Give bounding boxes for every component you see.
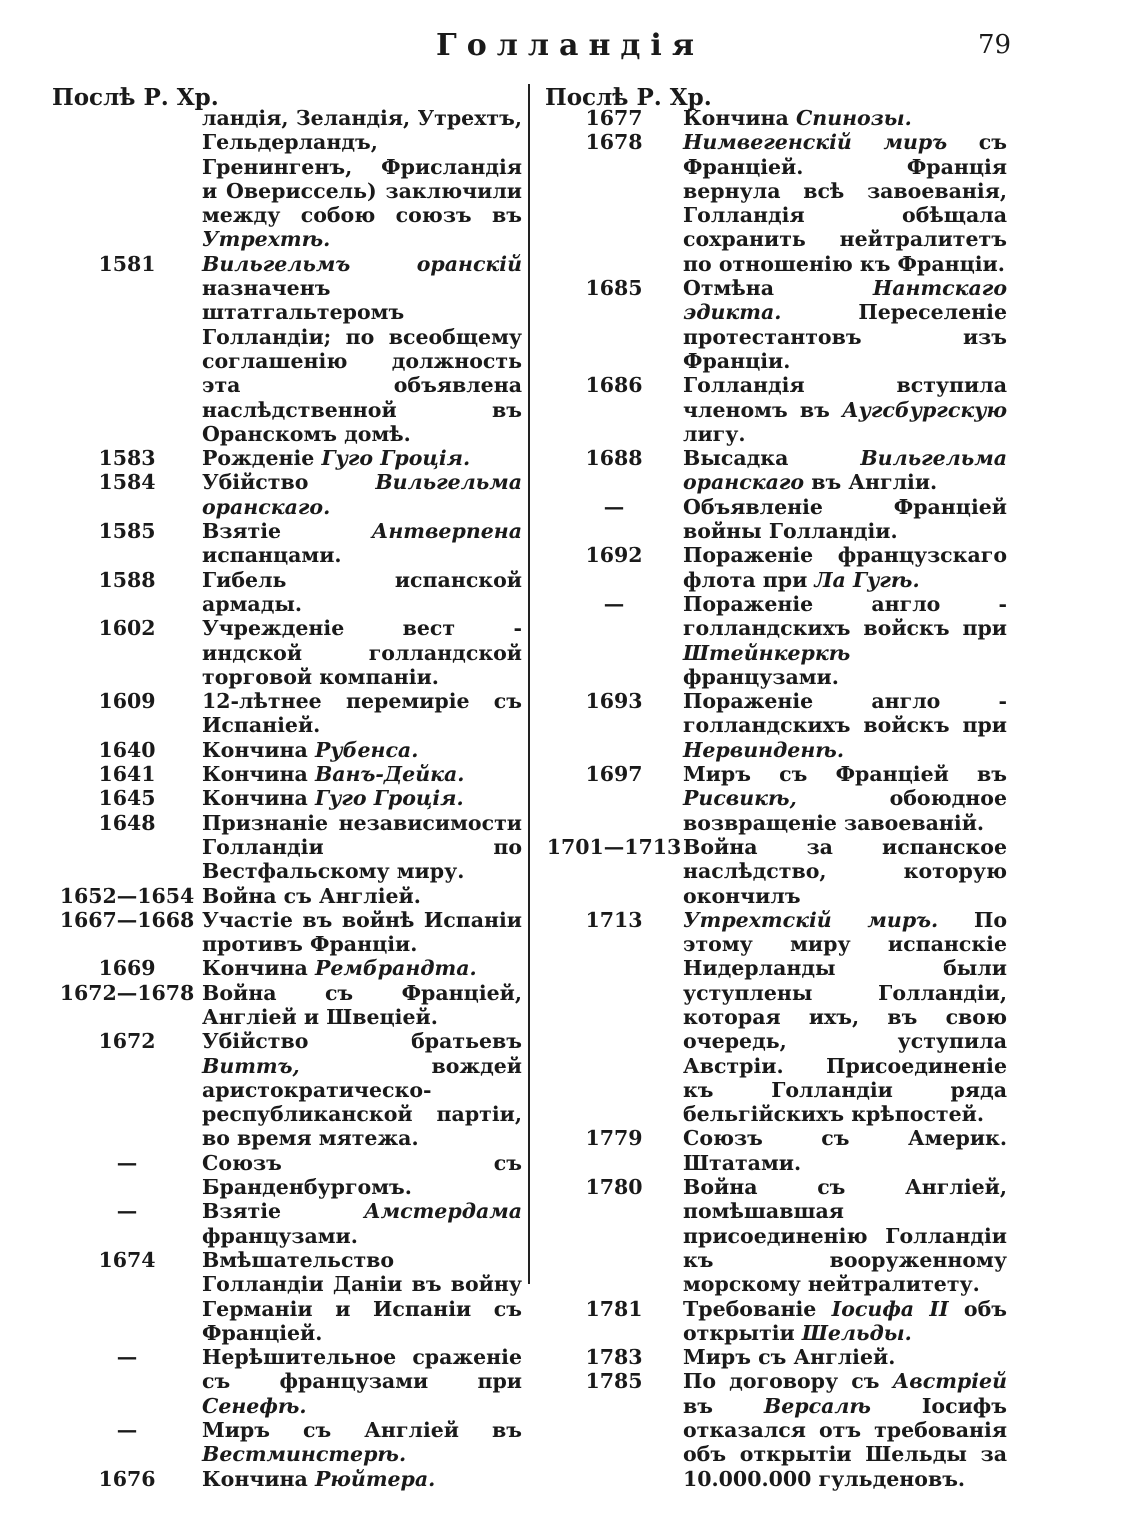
chronology-entry [52, 689, 522, 738]
entry-text [202, 1151, 522, 1200]
chronology-entry [52, 1418, 522, 1467]
entry-text-segment: лигу. [683, 421, 746, 446]
entry-text-segment: Кончина [683, 106, 796, 130]
entry-text [683, 1175, 1007, 1296]
entry-text [202, 616, 522, 689]
entry-text-italic: Виттъ, [202, 1053, 300, 1078]
entry-text [202, 106, 522, 252]
entry-text [683, 1297, 1007, 1346]
entry-text-segment: Іосифъ отказался отъ требованія объ открытіи Шельды за 10.000.000 гульденовъ. [683, 1393, 1007, 1491]
entry-text [202, 811, 522, 884]
chronology-entry [52, 811, 522, 884]
chronology-entry [52, 786, 522, 810]
entry-year: 1780 [585, 1175, 643, 1200]
entry-text-italic: Ванъ-Дейка. [314, 762, 465, 787]
entry-year: 1677 [585, 106, 643, 130]
entry-text-italic: Іосифа II [831, 1296, 949, 1321]
chronology-entry [52, 1151, 522, 1200]
chronology-entry [545, 689, 1007, 762]
entry-text [683, 592, 1007, 689]
chronology-entry [545, 1369, 1007, 1490]
entry-text-segment: объ открытіи [683, 1296, 1007, 1345]
entry-text-segment: По договору съ [683, 1369, 893, 1394]
entry-text-segment: По этому миру испанскіе Нидерланды были уступлены Голландіи, которая ихъ, въ свою очередь, уступила Австріи. Присоединеніе къ Голландіи ряда бельгійскихъ крѣпостей. [683, 907, 1007, 1127]
entry-text-segment: Миръ съ Англіей въ [202, 1418, 522, 1443]
entry-text [202, 1467, 522, 1491]
chronology-entry [52, 1248, 522, 1345]
entry-year: — [603, 494, 625, 519]
entry-year: 1693 [585, 689, 643, 714]
entry-text-italic: Рюйтера. [314, 1466, 436, 1491]
entry-year: 1686 [585, 373, 643, 398]
entry-text [202, 568, 522, 617]
entry-text-segment: Война съ Англіей. [202, 883, 421, 908]
entry-text-italic: Рубенса. [314, 737, 419, 762]
right-column-heading: Послѣ Р. Хр. [545, 84, 712, 111]
left-column-heading: Послѣ Р. Хр. [52, 84, 219, 111]
entry-year: 1645 [98, 786, 156, 811]
entry-text-italic: Штейнкеркѣ [683, 640, 851, 665]
entry-text-segment: Высадка [683, 446, 861, 471]
entry-text-italic: Утрехтѣ. [202, 227, 331, 252]
entry-text-segment: Взятіе [202, 519, 372, 544]
page-title: Голландія [436, 28, 704, 63]
entry-year: 1648 [98, 810, 156, 835]
chronology-entry [545, 1175, 1007, 1296]
entry-text-segment: Миръ съ Франціей въ [683, 762, 1007, 787]
entry-text-segment: назначенъ штатгальтеромъ Голландіи; по всеобщему соглашенію должность эта объявлена наслѣдственной въ Оранскомъ домѣ. [202, 276, 522, 446]
entry-year: 1688 [585, 446, 643, 471]
page-number: 79 [978, 30, 1012, 60]
entry-text-segment: Война съ Англіей, помѣшавшая присоединенію Голландіи къ вооруженному морскому нейтралитету. [683, 1175, 1007, 1297]
entry-text-italic: Вестминстерѣ. [202, 1442, 407, 1467]
chronology-entry [52, 884, 522, 908]
entry-text-italic: Нимвегенскій миръ [683, 130, 948, 155]
chronology-entry [545, 106, 1007, 130]
entry-text [202, 519, 522, 568]
entry-text [202, 762, 522, 786]
entry-year: 1584 [98, 470, 156, 495]
entry-text-segment: Переселеніе протестантовъ изъ Франціи. [683, 300, 1007, 373]
entry-text [202, 446, 522, 470]
entry-text-segment: Участіе въ войнѣ Испаніи противъ Франціи. [202, 907, 522, 957]
chronology-entry [52, 1345, 522, 1418]
column-divider [528, 84, 530, 1284]
entry-text-italic: Сенефѣ. [202, 1393, 307, 1418]
entry-text-segment: Убійство братьевъ [202, 1029, 522, 1054]
entry-text [202, 738, 522, 762]
entry-text [683, 1345, 1007, 1369]
entry-text-segment: Взятіе [202, 1199, 364, 1224]
entry-text-italic: Утрехтскій миръ. [683, 907, 939, 932]
entry-year [52, 106, 202, 252]
entry-year: 1672 [98, 1029, 156, 1054]
chronology-entry [52, 519, 522, 568]
entry-text-italic: Гуго Гроція. [321, 446, 471, 471]
entry-text-segment: Кончина [202, 786, 315, 811]
chronology-entry [52, 908, 522, 957]
chronology-entry [545, 762, 1007, 835]
entry-text-segment: испанцами. [202, 543, 342, 568]
chronology-entry [52, 1467, 522, 1491]
entry-text [202, 1029, 522, 1150]
entry-text-italic: Спинозы. [795, 106, 912, 130]
entry-text-segment: обоюдное возвращеніе завоеваній. [683, 786, 1007, 835]
chronology-entry [545, 276, 1007, 373]
entry-year: 1583 [98, 446, 156, 471]
entry-text [202, 956, 522, 980]
entry-year: 1588 [98, 567, 156, 592]
entry-text-segment: Кончина [202, 737, 315, 762]
entry-text-segment: Война за испанское наслѣдство, которую окончилъ [683, 834, 1007, 908]
entry-text-segment: французами. [683, 664, 839, 689]
entry-text-segment: Кончина [202, 956, 315, 981]
entry-year: 1667—1668 [59, 907, 195, 932]
entry-year: — [116, 1345, 138, 1370]
entry-text-italic: Вильгельмъ оранскій [202, 251, 522, 276]
entry-text [683, 276, 1007, 373]
chronology-entry [52, 1029, 522, 1150]
entry-year: 1674 [98, 1247, 156, 1272]
entry-text [683, 446, 1007, 495]
entry-text-segment: вождей аристократическо-республиканской партіи, во время мятежа. [202, 1053, 522, 1151]
entry-text-italic: Вильгельма оранскаго. [202, 470, 522, 519]
entry-year: 1678 [585, 130, 643, 155]
entry-text-italic: Гуго Гроція. [314, 786, 464, 811]
entry-year: 1692 [585, 543, 643, 568]
entry-text-segment: Пораженіе англо - голландскихъ войскъ при [683, 689, 1007, 738]
chronology-entry [545, 1126, 1007, 1175]
entry-text-italic: Шельды. [801, 1320, 912, 1345]
entry-text [683, 835, 1007, 908]
chronology-entry [545, 373, 1007, 446]
chronology-entry [545, 446, 1007, 495]
entry-text-segment: съ Франціей. Франція вернула всѣ завоеванія, Голландія обѣщала сохранить нейтралитетъ по отношенію къ Франціи. [683, 130, 1007, 276]
entry-year: 1669 [98, 956, 156, 981]
chronology-entry [52, 738, 522, 762]
right-column [545, 106, 1007, 1491]
entry-text-italic: Аугсбургскую [841, 397, 1007, 422]
entry-text-italic: Австріей [892, 1369, 1007, 1394]
entry-text-segment: Объявленіе Франціей войны Голландіи. [683, 494, 1007, 544]
entry-text [202, 470, 522, 519]
entry-year: 1676 [98, 1466, 156, 1491]
chronology-entry [545, 130, 1007, 276]
entry-text-segment: Союзъ съ Бранденбургомъ. [202, 1150, 522, 1200]
chronology-entry [52, 956, 522, 980]
chronology-entry [52, 106, 522, 252]
entry-year: 1713 [585, 907, 643, 932]
entry-text-segment: въ Англіи. [804, 470, 938, 495]
chronology-entry [52, 470, 522, 519]
entry-year: — [116, 1418, 138, 1443]
entry-text-segment: Нерѣшительное сраженіе съ французами при [202, 1345, 522, 1394]
left-column [52, 106, 522, 1491]
entry-text [683, 106, 1007, 130]
entry-year: 1581 [98, 251, 156, 276]
entry-text-segment: Вмѣшательство Голландіи Даніи въ войну Германіи и Испаніи съ Франціей. [202, 1247, 522, 1345]
entry-text-segment: Гибель испанской армады. [202, 567, 522, 616]
entry-text-italic: Рембрандта. [314, 956, 477, 981]
entry-text [683, 373, 1007, 446]
entry-year: 1609 [98, 689, 156, 714]
entry-text [202, 1345, 522, 1418]
entry-text-italic: Ла Гугѣ. [814, 567, 920, 592]
entry-text-italic: Рисвикѣ, [683, 786, 797, 811]
entry-year: 1701—1713 [546, 834, 682, 859]
entry-year: 1641 [98, 762, 156, 787]
entry-text-italic: Версалѣ [763, 1393, 871, 1418]
entry-text [683, 762, 1007, 835]
entry-text-italic: Нантскаго эдикта. [683, 276, 1007, 325]
entry-year: 1602 [98, 616, 156, 641]
chronology-entry [545, 495, 1007, 544]
entry-text-segment: Кончина [202, 762, 315, 787]
entry-text [202, 908, 522, 957]
chronology-entry [545, 1345, 1007, 1369]
chronology-entry [545, 592, 1007, 689]
chronology-entry [52, 981, 522, 1030]
entry-text [202, 1248, 522, 1345]
entry-year: 1652—1654 [59, 883, 195, 908]
entry-year: 1672—1678 [59, 980, 195, 1005]
entry-text [683, 1369, 1007, 1490]
entry-text [202, 689, 522, 738]
entry-text [202, 252, 522, 446]
entry-year: 1785 [585, 1369, 643, 1394]
entry-text-segment: Голландія вступила членомъ въ [683, 373, 1007, 422]
entry-text-segment: ландія, Зеландія, Утрехтъ, Гельдерландъ, Гренингенъ, Фрисландія и Овериссель) заключили между собою союзъ въ [202, 106, 522, 228]
entry-text-segment: французами. [202, 1223, 358, 1248]
entry-text-segment: Отмѣна [683, 276, 873, 301]
chronology-entry [545, 543, 1007, 592]
chronology-entry [545, 1297, 1007, 1346]
entry-text [683, 495, 1007, 544]
chronology-entry [52, 568, 522, 617]
entry-year: 1685 [585, 276, 643, 301]
entry-text-segment: Война съ Франціей, Англіей и Швеціей. [202, 980, 522, 1029]
entry-text-italic: Вильгельма оранскаго [683, 446, 1007, 495]
chronology-entry [52, 446, 522, 470]
entry-text-segment: Убійство [202, 470, 376, 495]
chronology-entry [545, 908, 1007, 1127]
entry-text [202, 786, 522, 810]
chronology-entry [52, 252, 522, 446]
entry-text-segment: Кончина [202, 1466, 315, 1491]
entry-text-italic: Нервинденѣ. [683, 737, 844, 762]
entry-text-italic: Антверпена [371, 519, 522, 544]
chronology-entry [545, 835, 1007, 908]
entry-text-segment: Рожденіе [202, 446, 322, 471]
entry-text-italic: Амстердама [363, 1199, 522, 1224]
entry-year: 1640 [98, 737, 156, 762]
entry-text [202, 884, 522, 908]
entry-text-segment: Пораженіе англо - голландскихъ войскъ при [683, 591, 1007, 641]
entry-year: 1779 [585, 1126, 643, 1151]
chronology-entry [52, 1199, 522, 1248]
chronology-entry [52, 616, 522, 689]
entry-year: 1781 [585, 1296, 643, 1321]
entry-text [683, 908, 1007, 1127]
entry-text [202, 981, 522, 1030]
chronology-entry [52, 762, 522, 786]
entry-text [683, 130, 1007, 276]
entry-year: 1783 [585, 1345, 643, 1370]
entry-text [202, 1418, 522, 1467]
entry-text-segment: Союзъ съ Америк. Штатами. [683, 1126, 1007, 1175]
entry-text-segment: Признаніе независимости Голландіи по Вестфальскому миру. [202, 810, 522, 884]
entry-text-segment: Учрежденіе вест - индской голландской торговой компаніи. [202, 616, 522, 689]
entry-text-segment: Пораженіе французскаго флота при [683, 543, 1007, 592]
entry-text-segment: въ [683, 1393, 764, 1418]
entry-year: — [603, 591, 625, 616]
entry-text-segment: 12-лѣтнее перемиріе съ Испаніей. [202, 689, 522, 738]
entry-text [202, 1199, 522, 1248]
entry-text-segment: Требованіе [683, 1296, 832, 1321]
entry-text-segment: Миръ съ Англіей. [683, 1345, 896, 1370]
entry-year: — [116, 1150, 138, 1175]
entry-text [683, 1126, 1007, 1175]
entry-year: — [116, 1199, 138, 1224]
entry-year: 1585 [98, 519, 156, 544]
entry-text [683, 543, 1007, 592]
entry-text [683, 689, 1007, 762]
entry-year: 1697 [585, 762, 643, 787]
